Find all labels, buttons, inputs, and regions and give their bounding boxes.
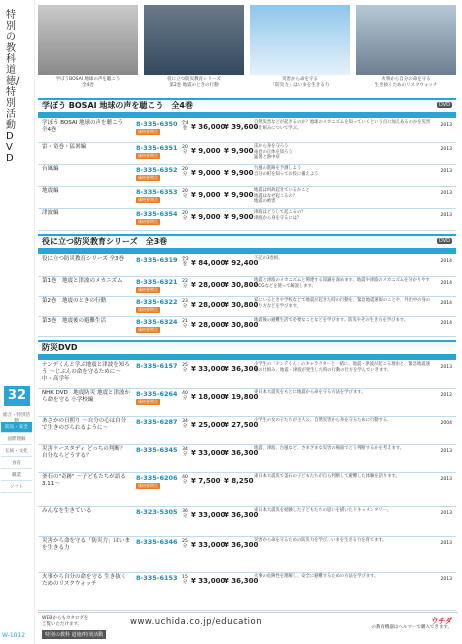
price-tax-included: ¥ 8,250 <box>224 477 254 485</box>
price-tax-excluded: ¥ 9,000 <box>191 213 221 221</box>
sidenav-item[interactable]: 総合・特別活 <box>1 410 32 427</box>
sidenav-item-active[interactable]: 防災・安全 <box>1 422 32 433</box>
dvd-badge: DVD <box>438 238 450 244</box>
dvd-badge: DVD <box>438 102 450 108</box>
price-tax-excluded: ¥ 84,000 <box>191 259 226 267</box>
price-tax-included: ¥ 9,900 <box>224 213 254 221</box>
item-description: 地震後の避難生活で必要なことなどを学びます。防災やその生き方を学びます。 <box>254 318 408 323</box>
item-description: 小学生の「ナンデくん」のキャラクターと一緒に、地震・津波が起こる理由と、緊急地震速報の仕組み、地震・津波が発生した時の行動の仕方を学んでいきます。 <box>254 362 430 373</box>
table-row <box>38 506 456 537</box>
item-description: 雷から身を守ろう 竜巻の正体を知ろう 猛暑と熱中症 <box>254 144 293 161</box>
item-minutes: 15分 <box>182 575 188 585</box>
photo-caption: 災害から命を守る 「防災力」はいまを生きる力 <box>270 77 330 88</box>
price-tax-excluded: ¥ 36,000 <box>191 123 226 131</box>
table-row <box>38 296 456 317</box>
sidebar <box>0 0 35 644</box>
item-minutes: 25分 <box>182 363 188 373</box>
item-year: 2013 <box>440 123 452 128</box>
item-code: 8-335-6322 <box>136 298 178 306</box>
price-tax-included: ¥ 9,900 <box>224 169 254 177</box>
section-title: 役に立つ防災教育シリーズ 全3巻 <box>42 237 168 246</box>
item-year: 2013 <box>440 365 452 370</box>
item-description: 津波はどうして起こるの？ 津波から身を守るには？ <box>254 210 306 221</box>
item-description: 災害から命を守るための防災力を学び、いまを生きる力を育てます。 <box>254 538 387 543</box>
item-name: 雷・竜巻・猛暑編 <box>42 144 87 150</box>
item-year: 2013 <box>440 191 452 196</box>
item-name: 第1巻 地震と津波のメカニズム <box>42 278 123 284</box>
price-tax-included: ¥ 30,800 <box>224 281 259 289</box>
item-code: 8-335-6352 <box>136 166 178 174</box>
section-title: 防災DVD <box>42 343 78 352</box>
photo-classroom <box>144 5 244 75</box>
photo-caption: 火事から自分の命を守る 生き抜くためのリスクウォッチ <box>374 77 438 88</box>
table-row <box>38 142 456 165</box>
item-year: 2014 <box>440 321 452 326</box>
price-tax-excluded: ¥ 33,000 <box>191 449 226 457</box>
item-code: 8-335-6351 <box>136 144 178 152</box>
table-row <box>38 254 456 277</box>
item-description: 火事の危険性を理解し、安全に避難するための方法を学びます。 <box>254 574 379 579</box>
sidenav-item[interactable]: 伝統・文化 <box>1 446 32 457</box>
item-year: 2004 <box>440 421 452 426</box>
item-minutes: 20分 <box>182 189 188 199</box>
item-description: 地震と津波のメカニズムと関連する知識を深めます。地震や津波のメカニズムを分かりやすくCGなどを使って解説します。 <box>254 278 430 289</box>
item-name: みんなを生きている <box>42 508 92 514</box>
item-name: 学ぼう BOSAI 地球の声を聴こう 全4巻 <box>42 120 123 133</box>
item-tag: 価格要問合 <box>138 153 158 158</box>
item-description: 東日本大震災を経験した子どもたちの思いを描いたドキュメンタリー。 <box>254 508 392 513</box>
vertical-title: 特別の教科 道徳/特別活動 DVD <box>6 10 20 164</box>
price-tax-excluded: ¥ 33,000 <box>191 541 226 549</box>
item-code: 8-335-6157 <box>136 362 178 370</box>
table-row <box>38 472 456 507</box>
price-tax-excluded: ¥ 33,000 <box>191 577 226 585</box>
item-minutes: 22分 <box>182 279 188 289</box>
price-tax-included: ¥ 36,300 <box>224 449 259 457</box>
item-description: 東日本大震災で釜石の子どもたちが自ら判断して避難した体験を語ります。 <box>254 474 400 479</box>
table-row <box>38 444 456 473</box>
section-header <box>38 340 456 354</box>
price-tax-excluded: ¥ 33,000 <box>191 511 226 519</box>
price-tax-excluded: ¥ 28,000 <box>191 321 226 329</box>
item-tag: 価格要問合 <box>138 287 158 292</box>
item-name: 災害ケースタディ どっちの判断？ 自分ならどうする？ <box>42 446 131 459</box>
item-minutes: 40分 <box>182 475 188 485</box>
item-code: 8-335-6353 <box>136 188 178 196</box>
catalog-note: WEBからもカタログを ご覧いただけます。 <box>42 616 89 627</box>
item-minutes: 34分 <box>182 447 188 457</box>
photo-cartoon <box>250 5 350 75</box>
item-code: 8-335-6346 <box>136 538 178 546</box>
price-tax-included: ¥ 36,300 <box>224 365 259 373</box>
item-code: 8-335-6354 <box>136 210 178 218</box>
brand-note: の教育機器はヘルマーで購入できます。 <box>371 625 452 630</box>
page-code: W-1012 <box>2 632 26 639</box>
item-tag: 価格要問合 <box>138 483 158 488</box>
item-name: 第3巻 地震後の避難生活 <box>42 318 107 324</box>
price-tax-excluded: ¥ 9,000 <box>191 169 221 177</box>
item-name: 災害から命を守る「防災力」はいまを生きる力 <box>42 538 131 551</box>
table-row <box>38 118 456 143</box>
item-description: 家にいるときや学校などで地震が起きた時の行動を、緊急地震速報のことや、外出中の身の守り方などを学びます。 <box>254 298 431 309</box>
item-description: 地震、津波、台風など、さまざまな災害の場面でどう判断するかを考えます。 <box>254 446 405 451</box>
item-code: 8-335-6350 <box>136 120 178 128</box>
item-year: 2013 <box>440 147 452 152</box>
price-tax-included: ¥ 36,300 <box>224 577 259 585</box>
photo-strip <box>38 5 458 95</box>
item-minutes: 34分 <box>182 419 188 429</box>
item-name: 台風編 <box>42 166 59 172</box>
item-minutes: 36分 <box>182 509 188 519</box>
price-tax-included: ¥ 30,800 <box>224 301 259 309</box>
item-code: 8-335-6153 <box>136 574 178 582</box>
item-year: 2012 <box>440 393 452 398</box>
item-minutes: 25分 <box>182 539 188 549</box>
item-year: 2013 <box>440 213 452 218</box>
price-tax-excluded: ¥ 33,000 <box>191 365 226 373</box>
item-year: 2013 <box>440 577 452 582</box>
price-tax-included: ¥ 9,900 <box>224 147 254 155</box>
section-title: 学ぼう BOSAI 地球の声を聴こう 全4巻 <box>42 101 193 110</box>
category-label: 特別の教科 道徳/特別活動 <box>42 630 106 639</box>
table-row <box>38 416 456 445</box>
item-name: あさかの日照り ～自分の心は自分で生きのびられるように～ <box>42 418 127 431</box>
item-code: 8-335-6324 <box>136 318 178 326</box>
item-name: NHK DVD 地震防災 地震と津波から命を守る 小学校編 <box>42 390 130 403</box>
item-minutes: 全3巻 <box>181 257 189 267</box>
item-minutes: 20分 <box>182 167 188 177</box>
item-code: 8-335-6321 <box>136 278 178 286</box>
price-tax-excluded: ¥ 25,000 <box>191 421 226 429</box>
item-description: 台風の進路を予測しよう 自分の町を知ってお役に備えよう <box>254 166 319 177</box>
section-header <box>38 234 456 248</box>
item-name: 役に立つ防災教育シリーズ 全3巻 <box>42 256 124 262</box>
item-name: 釜石の"奇跡" ～子どもたちが語る3.11～ <box>42 474 126 487</box>
item-minutes: 40分 <box>182 391 188 401</box>
sidenav-item[interactable]: 国際理解 <box>1 434 32 445</box>
sidenav-item[interactable]: 職業 <box>1 470 32 481</box>
item-name: 火事から自分の命を守る 生き抜くためのリスクウォッチ <box>42 574 127 587</box>
item-year: 2013 <box>440 477 452 482</box>
footer <box>38 612 458 641</box>
price-tax-excluded: ¥ 28,000 <box>191 301 226 309</box>
item-code: 8-335-6319 <box>136 256 178 264</box>
item-description: 下記の3巻組。 <box>254 256 283 261</box>
price-tax-included: ¥ 19,800 <box>224 393 259 401</box>
item-code: 8-335-6287 <box>136 418 178 426</box>
item-minutes: 21分 <box>182 319 188 329</box>
sidenav-item[interactable]: ソフト <box>1 482 32 493</box>
item-year: 2014 <box>440 259 452 264</box>
item-tag: 価格要問合 <box>138 197 158 202</box>
website-link[interactable]: www.uchida.co.jp/education <box>130 617 263 627</box>
photo-bosai <box>38 5 138 75</box>
price-tax-included: ¥ 92,400 <box>224 259 259 267</box>
price-tax-excluded: ¥ 18,000 <box>191 393 226 401</box>
table-row <box>38 360 456 389</box>
item-tag: 価格要問合 <box>138 307 158 312</box>
photo-caption: 学ぼうBOSAI 地球の声を聴こう 全4巻 <box>55 77 121 88</box>
item-year: 2013 <box>440 541 452 546</box>
item-description: 小学生の女の子たちが主人公。自然災害から身を守るために行動する。 <box>254 418 392 423</box>
item-tag: 価格要問合 <box>138 175 158 180</box>
item-code: 8-335-6345 <box>136 446 178 454</box>
item-tag: 価格要問合 <box>138 399 158 404</box>
photo-caption: 役に立つ防災教育シリーズ 第2巻 地震のときの行動 <box>167 77 221 88</box>
page-number: 32 <box>4 386 30 406</box>
item-minutes: 20分 <box>182 211 188 221</box>
item-description: 自然災害などが起きるのか？地球のメカニズムを知っていくという点に加えあるのかを災害の仕組みについて学ぶ。 <box>254 120 431 131</box>
item-year: 2013 <box>440 449 452 454</box>
price-tax-included: ¥ 30,800 <box>224 321 259 329</box>
item-code: 8-335-6206 <box>136 474 178 482</box>
item-name: ナンデくんと学ぶ地震と津波を知ろう ～じぶんの命を守るために～ 中・高学年 <box>42 362 130 382</box>
table-row <box>38 208 456 231</box>
price-tax-included: ¥ 39,600 <box>224 123 259 131</box>
section-header <box>38 98 456 112</box>
table-row <box>38 536 456 573</box>
brand-logo: ウチダ <box>431 617 452 625</box>
item-description: 地震は何故起きているかこと 地震はなぜ起こるの？ 地震の被害 <box>254 188 310 205</box>
item-name: 津波編 <box>42 210 59 216</box>
price-tax-included: ¥ 9,900 <box>224 191 254 199</box>
item-name: 地震編 <box>42 188 59 194</box>
table-row <box>38 316 456 337</box>
item-year: 2013 <box>440 169 452 174</box>
table-row <box>38 186 456 209</box>
table-row <box>38 276 456 297</box>
table-row <box>38 572 456 611</box>
price-tax-excluded: ¥ 9,000 <box>191 191 221 199</box>
item-minutes: 20分 <box>182 145 188 155</box>
item-tag: 価格要問合 <box>138 129 158 134</box>
item-minutes: 23分 <box>182 299 188 309</box>
table-row <box>38 388 456 417</box>
item-year: 2014 <box>440 301 452 306</box>
photo-fire <box>356 5 456 75</box>
price-tax-included: ¥ 36,300 <box>224 541 259 549</box>
price-tax-excluded: ¥ 28,000 <box>191 281 226 289</box>
sidenav-item[interactable]: 食育 <box>1 458 32 469</box>
price-tax-included: ¥ 36,300 <box>224 511 259 519</box>
item-code: 8-323-5305 <box>136 508 178 516</box>
item-code: 8-335-6264 <box>136 390 178 398</box>
item-year: 2014 <box>440 281 452 286</box>
item-minutes: 全4巻 <box>181 121 189 131</box>
item-tag: 価格要問合 <box>138 219 158 224</box>
table-row <box>38 164 456 187</box>
item-description: 東日本大震災をもとに地震から命を守る方法を学びます。 <box>254 390 366 395</box>
price-tax-excluded: ¥ 9,000 <box>191 147 221 155</box>
item-tag: 価格要問合 <box>138 327 158 332</box>
item-name: 第2巻 地震のときの行動 <box>42 298 107 304</box>
item-year: 2013 <box>440 511 452 516</box>
price-tax-excluded: ¥ 7,500 <box>191 477 221 485</box>
price-tax-included: ¥ 27,500 <box>224 421 259 429</box>
